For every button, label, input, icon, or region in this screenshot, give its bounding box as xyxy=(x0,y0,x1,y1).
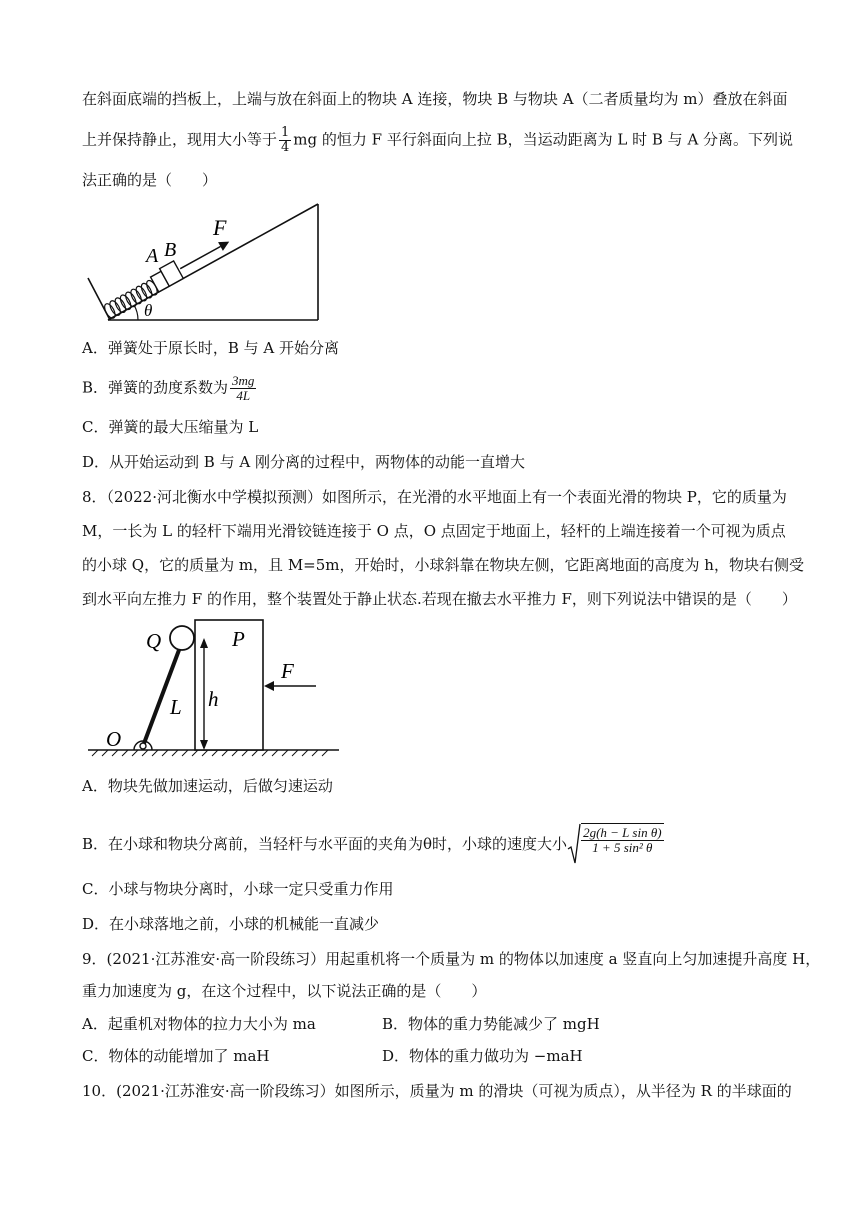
q7-line-1: 在斜面底端的挡板上，上端与放在斜面上的物块 A 连接，物块 B 与物块 A（二者质量均为 m）叠放在斜面 xyxy=(82,90,788,108)
force-arrow-line xyxy=(180,246,220,268)
q8-line-4: 到水平向左推力 F 的作用，整个装置处于静止状态.若现在撤去水平推力 F，则下列说法中错误的是（ ） xyxy=(82,590,797,608)
hinge-pin xyxy=(140,743,146,749)
rod xyxy=(143,642,182,746)
fraction-numerator: 1 xyxy=(281,125,290,140)
q7-line-2 xyxy=(82,126,793,155)
q8-option-d: D．在小球落地之前，小球的机械能一直减少 xyxy=(82,915,380,933)
q9-option-c: C．物体的动能增加了 maH xyxy=(82,1047,270,1065)
q9-line-2: 重力加速度为 g，在这个过程中，以下说法正确的是（ ） xyxy=(82,982,487,1000)
q9-line-1: 9．(2021·江苏淮安·高一阶段练习）用起重机将一个质量为 m 的物体以加速度 a 竖直向上匀加速提升高度 H， xyxy=(82,950,821,968)
q7-option-d: D．从开始运动到 B 与 A 刚分离的过程中，两物体的动能一直增大 xyxy=(82,453,525,471)
q9-option-d: D．物体的重力做功为 −maH xyxy=(382,1047,583,1065)
fraction-numerator: 3mg xyxy=(232,373,255,388)
q7-line-2-start: 上并保持静止，现用大小等于 xyxy=(82,130,278,149)
velocity-sqrt-expression xyxy=(567,823,663,867)
q7-line-2-end: mg 的恒力 F 平行斜面向上拉 B，当运动距离为 L 时 B 与 A 分离。下列说 xyxy=(293,130,794,149)
q7-line-3: 法正确的是（ ） xyxy=(82,171,218,189)
theta-label: θ xyxy=(144,301,153,320)
q8-line-3: 的小球 Q，它的质量为 m，且 M=5m，开始时，小球斜靠在物块左侧，它距离地面的高度为 h，物块右侧受 xyxy=(82,556,804,574)
label-q: Q xyxy=(146,629,162,653)
q7-option-c: C．弹簧的最大压缩量为 L xyxy=(82,418,259,436)
quarter-fraction xyxy=(279,126,291,155)
q9-option-b: B．物体的重力势能减少了 mgH xyxy=(382,1015,600,1033)
ground-hatching xyxy=(92,750,328,756)
q8-line-2: M，一长为 L 的轻杆下端用光滑铰链连接于 O 点，O 点固定于地面上，轻杆的上端连接着一个可视为质点 xyxy=(82,522,786,540)
spring-constant-fraction xyxy=(230,374,256,403)
q8-line-1: 8．（2022·河北衡水中学模拟预测）如图所示，在光滑的水平地面上有一个表面光滑的物块 P，它的质量为 xyxy=(82,488,787,506)
label-h: h xyxy=(208,687,219,711)
rod-block-figure xyxy=(84,618,344,758)
label-l: L xyxy=(170,695,182,719)
q7-option-b xyxy=(82,374,258,403)
label-a: A xyxy=(146,245,159,267)
label-b: B xyxy=(164,239,177,261)
label-p: P xyxy=(232,627,245,651)
q9-option-a: A．起重机对物体的拉力大小为 ma xyxy=(82,1015,316,1033)
q8-option-a: A．物块先做加速运动，后做匀速运动 xyxy=(82,777,333,795)
fraction-numerator: 2g(h − L sin θ) xyxy=(583,825,662,840)
block-p xyxy=(195,620,263,750)
push-force-arrowhead xyxy=(264,681,274,691)
q8-option-b-text: B．在小球和物块分离前，当轻杆与水平面的夹角为θ时，小球的速度大小 xyxy=(82,835,568,853)
q8-option-b xyxy=(82,822,664,866)
q8-option-c: C．小球与物块分离时，小球一定只受重力作用 xyxy=(82,880,394,898)
fraction-denominator: 1 + 5 sin² θ xyxy=(592,840,653,855)
theta-arc xyxy=(134,305,138,320)
incline-spring-figure xyxy=(80,198,325,326)
label-o: O xyxy=(106,727,122,751)
label-force-f: F xyxy=(281,659,294,683)
sqrt-sign xyxy=(567,823,581,867)
label-f: F xyxy=(213,215,227,240)
velocity-fraction xyxy=(581,823,663,855)
fraction-denominator: 4 xyxy=(281,140,290,155)
fraction-denominator: 4L xyxy=(236,388,251,403)
ball-q xyxy=(170,626,194,650)
q7-option-a: A．弹簧处于原长时，B 与 A 开始分离 xyxy=(82,339,339,357)
q10-line-1: 10．(2021·江苏淮安·高一阶段练习）如图所示，质量为 m 的滑块（可视为质点），从半径为 R 的半球面的 xyxy=(82,1082,792,1100)
q7-option-b-text: B．弹簧的劲度系数为 xyxy=(82,378,229,397)
